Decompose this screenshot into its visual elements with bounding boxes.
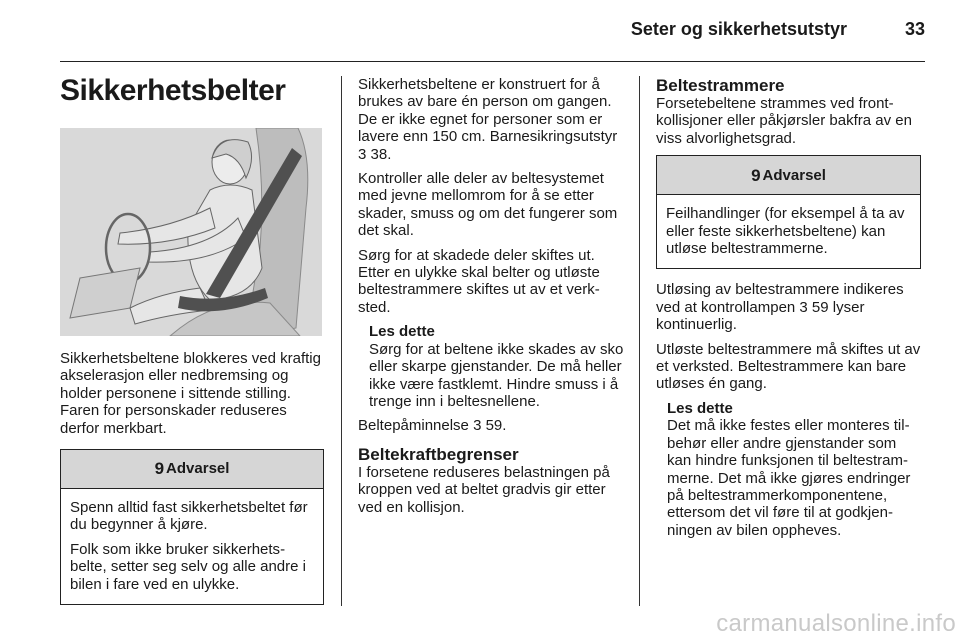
- paragraph-reminder: Beltepåminnelse 3 59.: [358, 417, 507, 435]
- warning-text: Spenn alltid fast sikkerhetsbeltet før du begynner å kjøre.: [70, 499, 308, 534]
- paragraph: Sikkerhetsbeltene er konstruert for å brukes av bare én person om gangen. De er ikke egnet for personer som er lavere enn 150 cm. Barnesikringsutstyr 3 38.: [358, 76, 618, 163]
- note-box: [358, 323, 624, 410]
- page-header: [60, 0, 925, 62]
- column-2: [358, 76, 624, 523]
- warning-triangle-icon: 9: [154, 459, 165, 479]
- paragraph: Sikkerhetsbeltene blokkeres ved kraftig akselerasjon eller nedbremsing og holder personene i sittende stilling. Faren for personskader reduseres derfor merkbart.: [60, 350, 321, 437]
- column-3: [656, 76, 921, 546]
- note-text: Sørg for at beltene ikke skades av sko eller skarpe gjenstander. De må heller ikke være fastklemt. Hindre smuss i å trenge inn i beltesnellene.: [369, 340, 624, 410]
- column-divider: [341, 76, 342, 606]
- heading-beltestrammere: Beltestrammere: [656, 76, 785, 95]
- warning-triangle-icon: 9: [751, 165, 761, 185]
- seatbelt-drawing: [60, 128, 322, 336]
- note-title: Les dette: [667, 399, 733, 417]
- heading-sikkerhetsbelter: Sikkerhetsbelter: [60, 74, 286, 107]
- paragraph: I forsetene reduseres belastningen på kroppen ved at beltet gradvis gir etter ved en kollisjon.: [358, 463, 610, 516]
- column-divider: [639, 76, 640, 606]
- col1-text: [60, 350, 324, 605]
- paragraph: Forsetebeltene strammes ved frontkollisjoner eller påkjørsler bakfra av en viss alvorlighetsgrad.: [656, 95, 912, 147]
- warning-header: [61, 450, 323, 489]
- warning-title: Advarsel: [166, 460, 230, 478]
- note-box: [656, 400, 921, 539]
- note-title: Les dette: [369, 323, 435, 341]
- warning-header: [657, 156, 920, 195]
- paragraph: Kontroller alle deler av beltesystemet med jevne mellomrom for å se etter skader, smuss og om det fungerer som det skal.: [358, 170, 618, 240]
- note-text: Det må ikke festes eller monteres tilbehør eller andre gjenstander som kan hindre funksjonen til beltestrammerne. Det må ikke gjøres endringer på beltestrammerkomponentene, ettersom det vil føre til at godkjenningen av bilen oppheves.: [667, 417, 911, 539]
- paragraph: Sørg for at skadede deler skiftes ut. Etter en ulykke skal belter og utløste beltestrammere skiftes ut av et verksted.: [358, 246, 600, 316]
- section-title: Seter og sikkerhetsutstyr: [630, 19, 847, 39]
- paragraph: Utløste beltestrammere må skiftes ut av et verksted. Beltestrammere kan bare utløses én gang.: [656, 340, 921, 393]
- warning-body: [61, 489, 323, 604]
- page-number: 33: [904, 19, 925, 39]
- warning-text: Folk som ikke bruker sikkerhetsbelte, setter seg selv og alle andre i bilen i fare ved en ulykke.: [70, 540, 306, 593]
- paragraph: Utløsing av beltestrammere indikeres ved at kontrollampen 3 59 lyser kontinuerlig.: [656, 281, 904, 334]
- warning-box: [656, 155, 921, 269]
- warning-title: Advarsel: [762, 166, 826, 184]
- seatbelt-illustration: [60, 128, 322, 336]
- column-1: [60, 74, 324, 593]
- warning-box: [60, 449, 324, 605]
- warning-text: Feilhandlinger (for eksempel å ta av eller feste sikkerhetsbeltene) kan utløse beltestrammerne.: [666, 205, 905, 258]
- heading-beltekraftbegrenser: Beltekraftbegrenser: [358, 444, 519, 464]
- watermark: carmanualsonline.info: [716, 610, 956, 637]
- warning-body: [657, 195, 920, 268]
